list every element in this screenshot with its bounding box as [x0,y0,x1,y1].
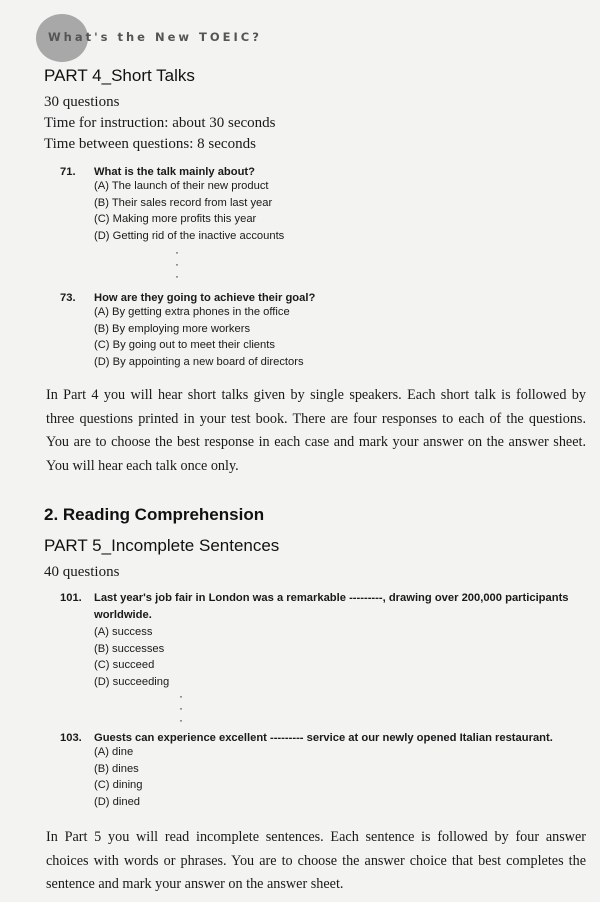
part5-info: 40 questions [44,564,120,580]
part4-title: PART 4_Short Talks [44,66,195,85]
question-text: Guests can experience excellent --------- service at our newly opened Italian restaurant. [94,732,553,744]
option: (C) dining [94,779,143,791]
option: (A) The launch of their new product [94,180,269,192]
question-text: Last year's job fair in London was a remarkable ---------, drawing over 200,000 participants worldwide. [94,592,569,621]
option: (D) succeeding [94,675,170,688]
option: (B) By employing more workers [94,322,251,335]
question-number: 73. [60,292,76,304]
info-line: Time for instruction: about 30 seconds [44,115,276,131]
question-number: 101. [60,592,82,604]
question-71 [60,166,284,244]
part4-info [44,92,276,155]
option: (B) successes [94,642,165,655]
option: (B) Their sales record from last year [94,196,273,209]
question-number: 71. [60,166,76,178]
option: (A) By getting extra phones in the office [94,306,290,318]
option: (D) dined [94,795,141,808]
option: (D) By appointing a new board of directors [94,355,304,368]
option: (A) success [94,626,153,638]
ellipsis-dots: · · · [175,245,179,283]
question-text: How are they going to achieve their goal? [94,292,316,304]
option: (D) Getting rid of the inactive accounts [94,229,285,242]
section-title: 2. Reading Comprehension [44,505,265,524]
part5-description: In Part 5 you will read incomplete sentences. Each sentence is followed by four answer choices with words or phrases. You are to choose the answer choice that best completes the sentence and mark your answer on the answer sheet. [46,829,586,892]
question-73 [60,292,315,370]
question-number: 103. [60,732,82,744]
option: (A) dine [94,746,134,758]
info-line: Time between questions: 8 seconds [44,136,256,152]
option: (C) Making more profits this year [94,213,257,225]
info-line: 30 questions [44,94,120,110]
ellipsis-dots: · · · [179,689,183,727]
running-head: What's the New TOEIC? [48,30,262,44]
option: (C) succeed [94,659,155,671]
part5-title: PART 5_Incomplete Sentences [44,536,280,555]
question-101 [60,590,570,690]
question-103 [60,732,580,810]
question-text: What is the talk mainly about? [94,166,255,178]
option: (B) dines [94,762,139,775]
part4-description: In Part 4 you will hear short talks given by single speakers. Each short talk is followed by three questions printed in your test book. There are four responses to each of the questions. You are to choose the best response in each case and mark your answer on the answer sheet. You will hear each talk once only. [46,387,586,474]
option: (C) By going out to meet their clients [94,339,275,351]
